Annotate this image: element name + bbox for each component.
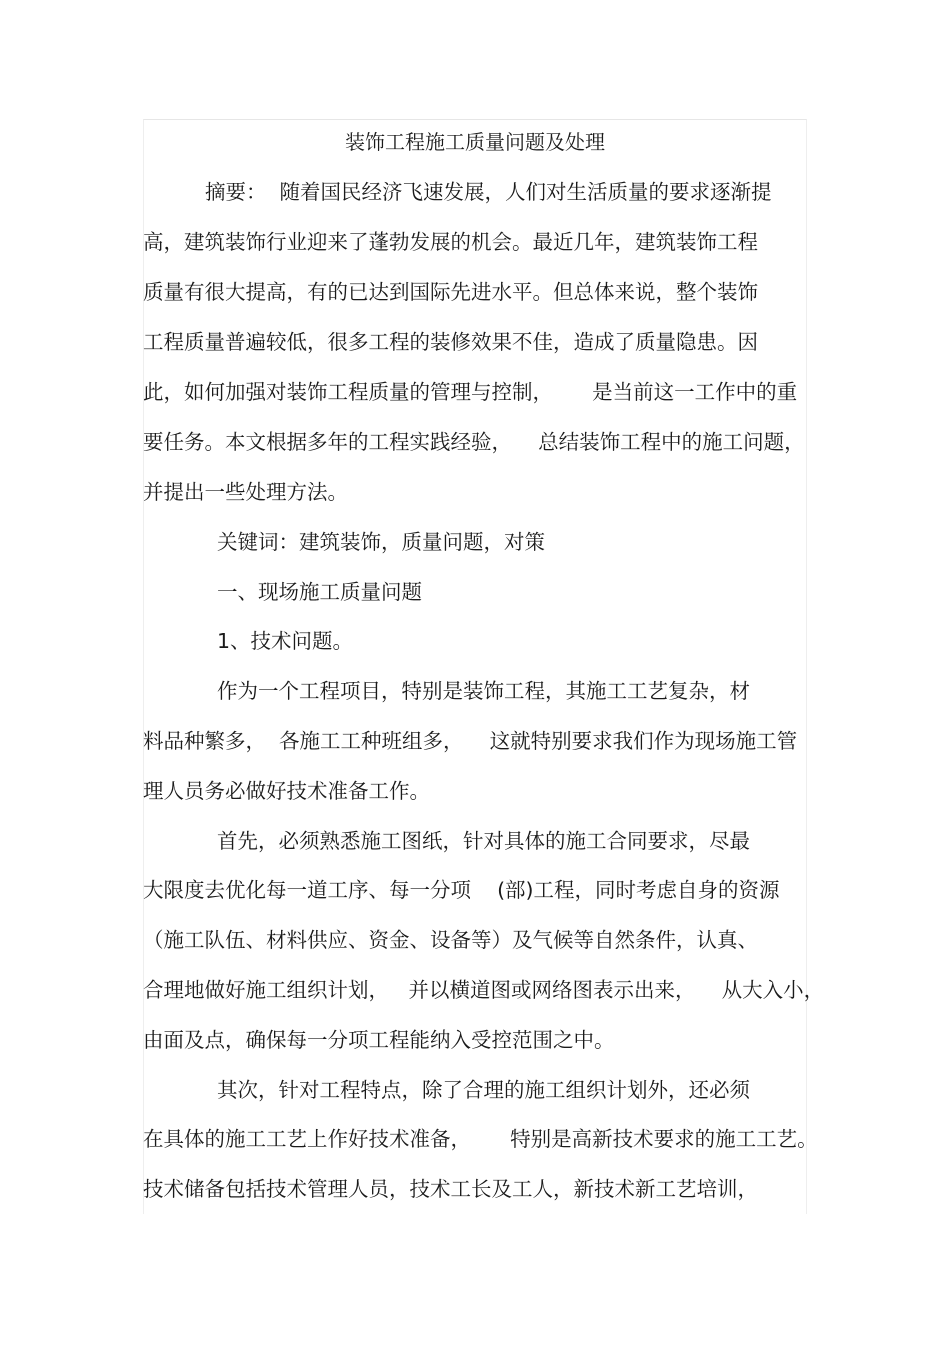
paragraph-3-line-2: 在具体的施工工艺上作好技术准备， 特别是高新技术要求的施工工艺。 [143, 1127, 818, 1151]
section-heading: 一、现场施工质量问题 [217, 580, 422, 604]
abstract-line-3: 质量有很大提高，有的已达到国际先进水平。但总体来说，整个装饰 [143, 280, 758, 304]
paragraph-3-line-1: 其次，针对工程特点，除了合理的施工组织计划外，还必须 [217, 1078, 750, 1102]
subsection-heading: 1、技术问题。 [217, 629, 354, 653]
paragraph-2-line-3: （施工队伍、材料供应、资金、设备等）及气候等自然条件，认真、 [143, 928, 758, 952]
paragraph-1-line-1: 作为一个工程项目，特别是装饰工程，其施工工艺复杂，材 [217, 679, 750, 703]
abstract-line-6: 要任务。本文根据多年的工程实践经验， 总结装饰工程中的施工问题， [143, 430, 805, 454]
abstract-line-5: 此，如何加强对装饰工程质量的管理与控制， 是当前这一工作中的重 [143, 380, 798, 404]
abstract-line-1: 摘要： 随着国民经济飞速发展，人们对生活质量的要求逐渐提 [205, 180, 772, 204]
paragraph-1-line-2: 料品种繁多， 各施工工种班组多， 这就特别要求我们作为现场施工管 [143, 729, 798, 753]
abstract-line-4: 工程质量普遍较低，很多工程的装修效果不佳，造成了质量隐患。因 [143, 330, 758, 354]
paragraph-2-line-5: 由面及点，确保每一分项工程能纳入受控范围之中。 [143, 1028, 615, 1052]
paragraph-1-line-3: 理人员务必做好技术准备工作。 [143, 779, 430, 803]
document-title: 装饰工程施工质量问题及处理 [345, 130, 605, 154]
paragraph-3-line-3: 技术储备包括技术管理人员，技术工长及工人，新技术新工艺培训， [143, 1177, 758, 1201]
abstract-line-2: 高，建筑装饰行业迎来了蓬勃发展的机会。最近几年，建筑装饰工程 [143, 230, 758, 254]
abstract-line-7: 并提出一些处理方法。 [143, 480, 348, 504]
paragraph-2-line-2: 大限度去优化每一道工序、每一分项 (部)工程，同时考虑自身的资源 [143, 878, 780, 902]
paragraph-2-line-1: 首先，必须熟悉施工图纸，针对具体的施工合同要求，尽最 [217, 829, 750, 853]
keywords-line: 关键词：建筑装饰，质量问题，对策 [217, 530, 545, 554]
paragraph-2-line-4: 合理地做好施工组织计划， 并以横道图或网络图表示出来， 从大入小， [143, 978, 825, 1002]
